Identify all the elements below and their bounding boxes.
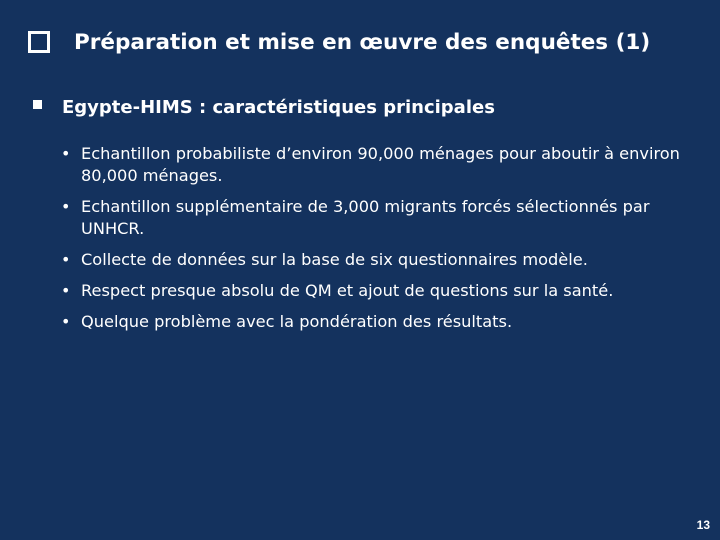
bullet-text: Echantillon probabiliste d’environ 90,000 ménages pour aboutir à environ 80,000 ménages. xyxy=(81,144,680,185)
list-item xyxy=(61,280,686,302)
slide-title: Préparation et mise en œuvre des enquêtes (1) xyxy=(74,29,651,55)
section-heading: Egypte-HIMS : caractéristiques principales xyxy=(62,96,495,118)
square-bullet-icon xyxy=(33,100,42,109)
bullet-text: Collecte de données sur la base de six questionnaires modèle. xyxy=(81,250,588,269)
subtitle-row xyxy=(33,92,495,122)
bullet-text: Quelque problème avec la pondération des résultats. xyxy=(81,312,513,331)
bullet-text: Respect presque absolu de QM et ajout de questions sur la santé. xyxy=(81,281,614,300)
list-item xyxy=(61,249,686,271)
dot-bullet-icon: • xyxy=(61,250,71,269)
page-number: 13 xyxy=(696,518,710,532)
dot-bullet-icon: • xyxy=(61,144,71,163)
checkbox-bullet-icon xyxy=(28,31,50,53)
title-row xyxy=(28,22,650,62)
dot-bullet-icon: • xyxy=(61,197,71,216)
list-item xyxy=(61,311,686,333)
bullet-text: Echantillon supplémentaire de 3,000 migrants forcés sélectionnés par UNHCR. xyxy=(81,197,650,238)
list-item xyxy=(61,196,686,240)
bullet-list xyxy=(61,143,686,342)
dot-bullet-icon: • xyxy=(61,281,71,300)
dot-bullet-icon: • xyxy=(61,312,71,331)
list-item xyxy=(61,143,686,187)
